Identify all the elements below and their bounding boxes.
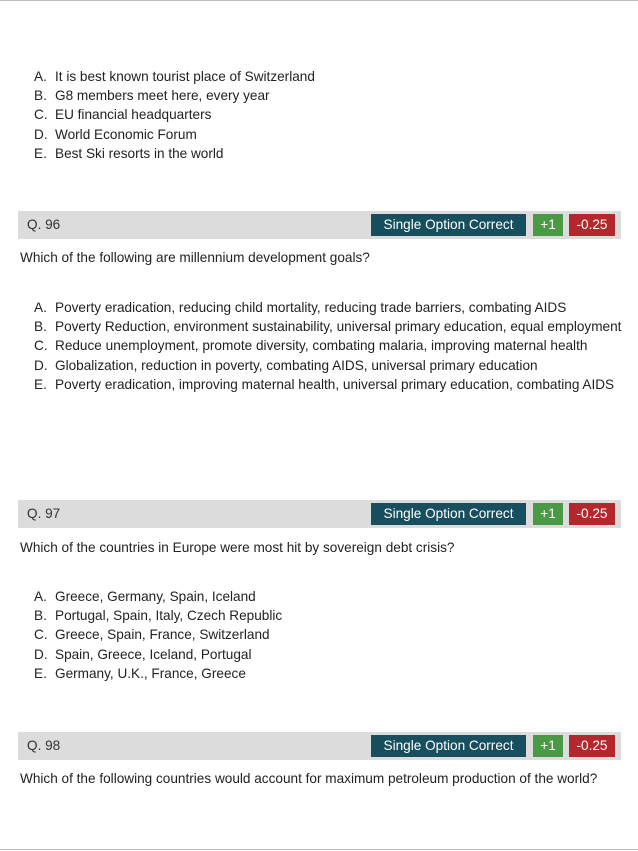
option-c[interactable]: C. Greece, Spain, France, Switzerland [34,627,270,643]
question-header-96 [18,211,621,239]
question-text: Which of the following countries would account for maximum petroleum production of the world? [20,771,598,786]
option-d[interactable]: D. Spain, Greece, Iceland, Portugal [34,646,252,662]
option-a[interactable]: A. Poverty eradication, reducing child mortality, reducing trade barriers, combating AIDS [34,300,567,315]
positive-marks-badge: +1 [533,735,563,757]
question-number: Q. 98 [27,738,61,753]
option-c[interactable]: C. EU financial headquarters [34,107,212,123]
option-e[interactable]: E. Poverty eradication, improving maternal health, universal primary education, combating AIDS [34,376,615,392]
negative-marks-badge: -0.25 [569,735,615,757]
option-b[interactable]: B. Poverty Reduction, environment sustainability, universal primary education, equal employment [34,319,622,335]
question-text: Which of the countries in Europe were most hit by sovereign debt crisis? [20,540,455,555]
question-96-options [20,298,622,394]
question-number: Q. 96 [27,217,61,232]
option-e[interactable]: E. Best Ski resorts in the world [34,145,224,161]
bottom-divider [0,849,638,850]
question-number: Q. 97 [27,506,61,521]
option-d[interactable]: D. World Economic Forum [34,126,197,142]
option-e[interactable]: E. Germany, U.K., France, Greece [34,665,246,681]
question-header-97 [18,500,621,528]
question-type-badge: Single Option Correct [371,214,526,236]
question-header-98 [18,732,621,760]
prev-question-options [20,67,622,163]
question-text: Which of the following are millennium development goals? [20,250,370,265]
question-97-options [20,587,622,683]
question-type-badge: Single Option Correct [371,503,526,525]
option-a[interactable]: A. Greece, Germany, Spain, Iceland [34,589,256,604]
option-b[interactable]: B. Portugal, Spain, Italy, Czech Republic [34,608,283,624]
negative-marks-badge: -0.25 [569,214,615,236]
top-divider [0,0,638,1]
positive-marks-badge: +1 [533,503,563,525]
option-a[interactable]: A. It is best known tourist place of Switzerland [34,69,315,84]
negative-marks-badge: -0.25 [569,503,615,525]
question-type-badge: Single Option Correct [371,735,526,757]
option-c[interactable]: C. Reduce unemployment, promote diversity, combating malaria, improving maternal health [34,338,588,354]
option-b[interactable]: B. G8 members meet here, every year [34,88,270,104]
positive-marks-badge: +1 [533,214,563,236]
option-d[interactable]: D. Globalization, reduction in poverty, combating AIDS, universal primary education [34,357,538,373]
